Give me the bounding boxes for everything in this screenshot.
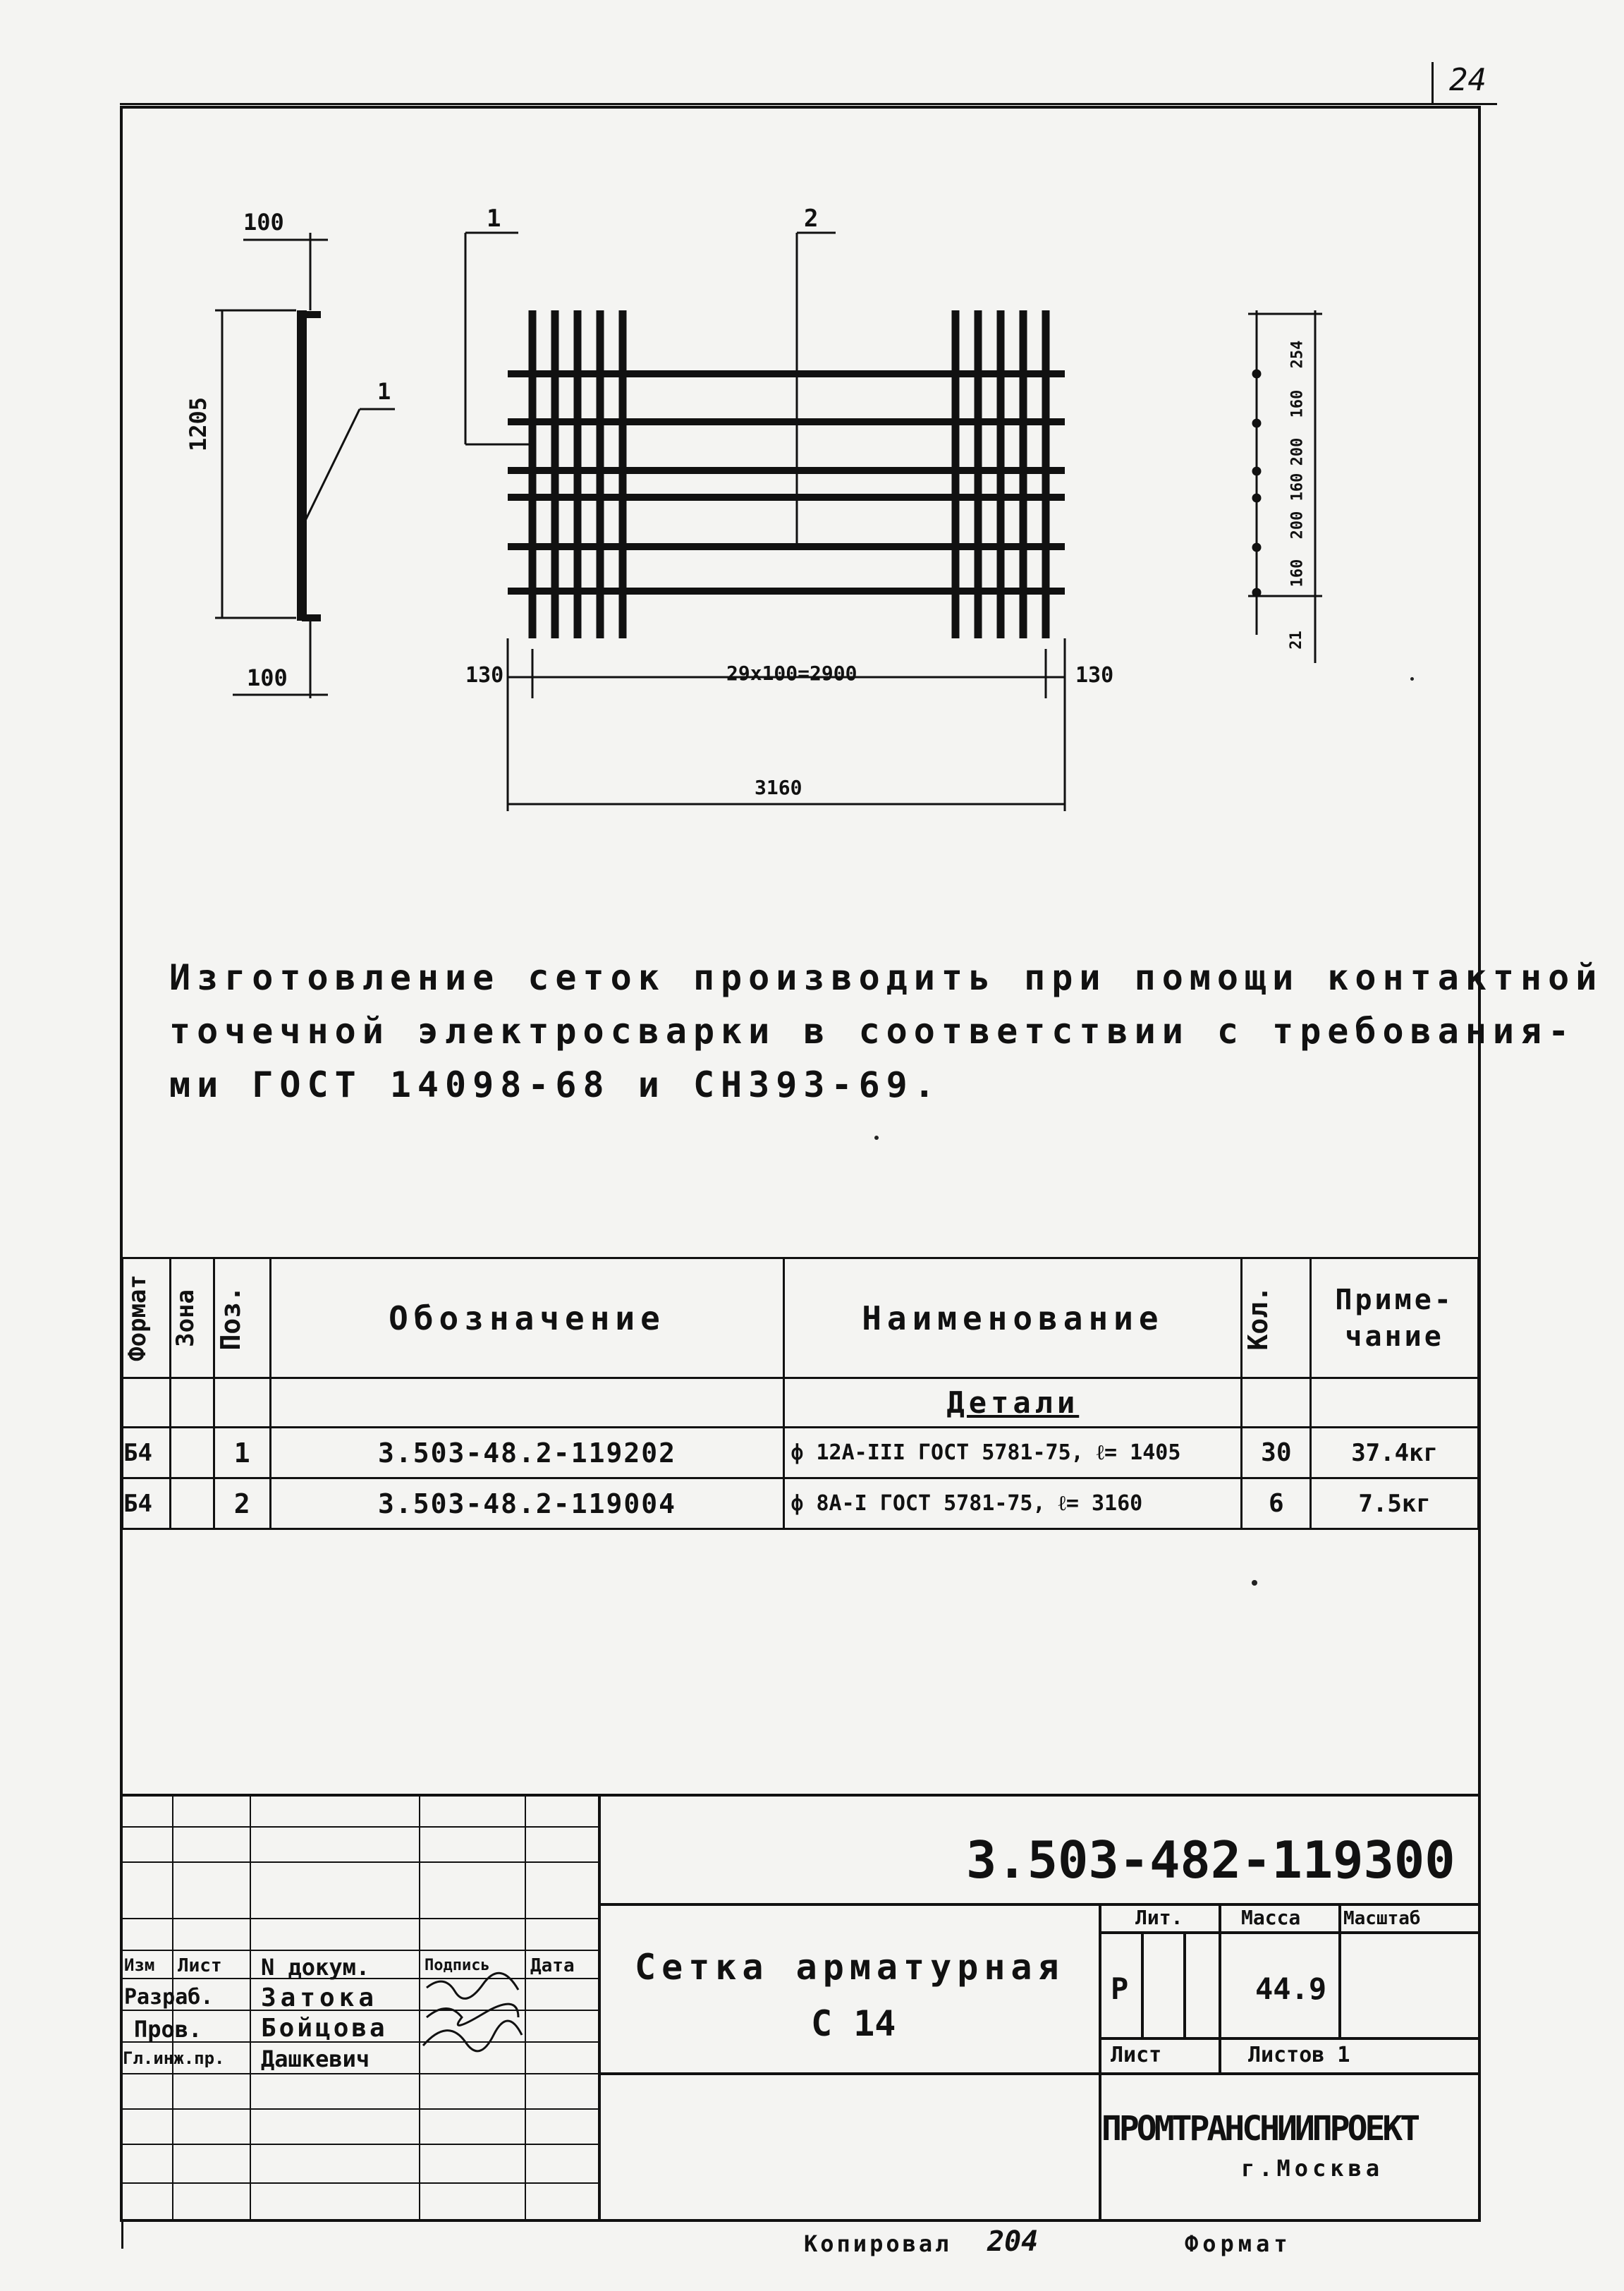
plan-pos-2: 2 <box>804 205 819 233</box>
plan-left-end-dim: 130 <box>465 663 504 688</box>
scale-label: Масштаб <box>1343 1908 1421 1929</box>
format-label: Формат <box>1185 2230 1292 2257</box>
scan-speck <box>1410 677 1414 681</box>
tb-role: Пров. <box>134 2016 202 2043</box>
mass-value: 44.9 <box>1255 1971 1327 2006</box>
signature-marks <box>423 1973 522 2051</box>
right-dim: 254 <box>1288 340 1307 369</box>
hdr-qty: Кол. <box>1242 1258 1311 1378</box>
tb-person: Затока <box>261 1983 379 2012</box>
side-top-dim: 100 <box>243 209 284 236</box>
spec-row: Б4 2 3.503-48.2-119004 ф 8А-I ГОСТ 5781-75, ℓ= 3160 6 7.5кг <box>123 1478 1479 1529</box>
tb-person: Бойцова <box>261 2014 388 2043</box>
tb-col-ndoc: N докум. <box>261 1954 370 1981</box>
side-height-dim: 1205 <box>185 396 212 451</box>
side-bottom-dim: 100 <box>247 664 288 691</box>
plan-pitch-dim: 29x100=2900 <box>726 662 857 685</box>
title-line-2: С 14 <box>811 2003 896 2044</box>
tb-person: Дашкевич <box>261 2046 370 2072</box>
tb-col-podpis: Подпись <box>425 1957 490 1974</box>
side-pos-label: 1 <box>377 378 391 405</box>
hdr-pos: Поз. <box>214 1258 270 1378</box>
tb-col-data: Дата <box>530 1955 575 1976</box>
hdr-format: Формат <box>123 1258 171 1378</box>
scan-speck <box>1252 1580 1257 1586</box>
right-dim: 21 <box>1287 631 1305 650</box>
plan-pos-1: 1 <box>487 205 501 233</box>
spec-row: Б4 1 3.503-48.2-119202 ф 12А-III ГОСТ 5781-75, ℓ= 1405 30 37.4кг <box>123 1428 1479 1478</box>
lit-value: Р <box>1111 1971 1129 2006</box>
mass-label: Масса <box>1241 1906 1301 1929</box>
bottom-left-border <box>121 2220 123 2249</box>
tb-role: Разраб. <box>124 1985 214 2010</box>
section-title: Детали <box>784 1378 1242 1428</box>
sheets-label: Листов 1 <box>1248 2043 1350 2067</box>
sheet-number: 24 <box>1449 62 1486 98</box>
document-code: 3.503-482-119300 <box>966 1830 1455 1890</box>
hdr-zone: Зона <box>170 1258 214 1378</box>
right-dim: 200 <box>1288 437 1307 466</box>
tb-col-izm: Изм <box>124 1955 155 1975</box>
hdr-name: Наименование <box>784 1258 1242 1378</box>
sheet-label: Лист <box>1111 2043 1162 2067</box>
tb-col-list: Лист <box>178 1955 222 1976</box>
copied-by-label: Копировал <box>804 2230 952 2257</box>
copied-by-sign: 204 <box>987 2225 1039 2258</box>
note-line: точечной электросварки в соответствии с требования- <box>169 1011 1576 1052</box>
right-dim: 160 <box>1288 559 1307 588</box>
plan-right-end-dim: 130 <box>1075 663 1114 688</box>
plan-total-dim: 3160 <box>755 776 802 799</box>
hdr-designation: Обозначение <box>270 1258 784 1378</box>
right-dim: 160 <box>1288 473 1307 502</box>
organization: ПРОМТРАНСНИИПРОЕКТ <box>1101 2109 1418 2149</box>
hdr-note: Приме-чание <box>1311 1258 1479 1378</box>
note-line: ми ГОСТ 14098-68 и СН393-69. <box>169 1064 941 1105</box>
organization-city: г.Москва <box>1241 2155 1384 2182</box>
note-line: Изготовление сеток производить при помощи контактной <box>169 957 1604 998</box>
lit-label: Лит. <box>1135 1906 1183 1929</box>
right-dim: 160 <box>1288 389 1307 418</box>
title-line-1: Сетка арматурная <box>635 1947 1065 1988</box>
scan-speck <box>874 1136 879 1140</box>
right-dim: 200 <box>1288 511 1307 540</box>
tb-role: Гл.инж.пр. <box>123 2048 225 2068</box>
